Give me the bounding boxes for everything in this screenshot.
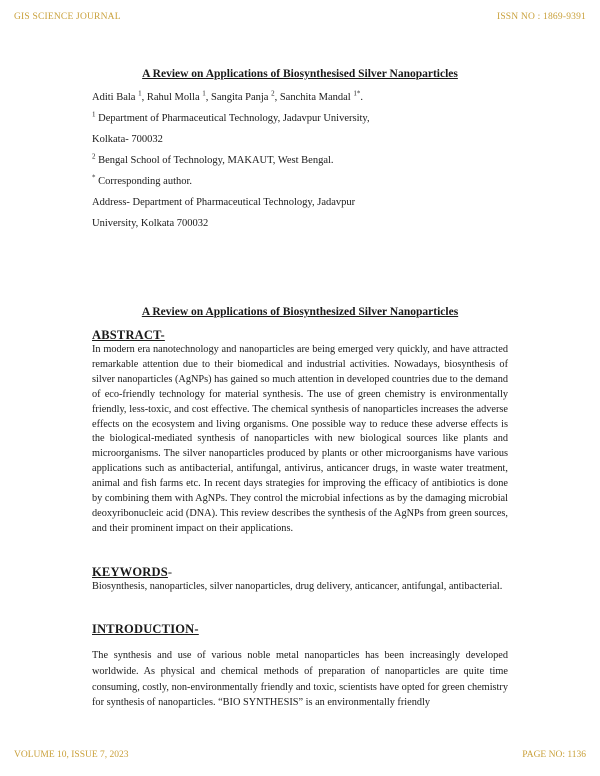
affiliation-2: $^2$ Bengal School of Technology, MAKAUT, West Bengal. [92,152,334,166]
author-name: Rahul Molla [146,92,200,103]
author-name: Sanchita Mandal [279,92,351,103]
paper-title: A Review on Applications of Biosynthesized Silver Nanoparticles [141,306,459,318]
volume-issue: VOLUME 10, ISSUE 7, 2023 [14,750,129,760]
abstract-text: In modern era nanotechnology and nanoparticles are being emerged very quickly, and have attracted remarkable attention due to their biomedical and industrial activities. Nowadays, biosynthesis of silver nanoparticles (AgNPs) has gained so much attention in developed countries due to the demand of eco-friendly technology for material synthesis. The use of green chemistry is environmentally friendly, less-toxic, and cost effective. The chemical synthesis of nanoparticles increases the adverse effects on the ecosystem and living organisms. One possible way to reduce these adverse effects is the biological-mediated synthesis of nanoparticles with new biological sources like plants and microorganisms. The silver nanoparticles produced by plants or other microorganisms have various applications such as antibacterial, antifungal, antivirus, anticancer drugs, in waste water treatment, animal and fish farms etc. In recent days strategies for improving the efficacy of antibiotics is done by combining them with AgNPs. They control the microbial infections as by the damaging microbial deoxyribonucleic acid (DNA). This review describes the synthesis of the AgNPs from green sources, and their prominent impact on their applications. [92,344,508,534]
abstract-heading: ABSTRACT- [92,328,165,342]
issn-number: ISSN NO : 1869-9391 [496,12,586,22]
title-page-heading: A Review on Applications of Biosynthesised Silver Nanoparticles [142,68,458,80]
keywords-heading: KEYWORDS- [92,565,173,579]
address-line-2: University, Kolkata 700032 [92,218,209,229]
affiliation-1-city: Kolkata- 700032 [92,134,163,145]
affiliation-1: $^1$ Department of Pharmaceutical Technology, Jadavpur University, [92,110,370,124]
keywords-text: Biosynthesis, nanoparticles, silver nanoparticles, drug delivery, anticancer, antifungal, antibacterial. [92,581,503,592]
address-line-1: Address- Department of Pharmaceutical Technology, Jadavpur [92,197,356,208]
page-number: PAGE NO: 1136 [522,750,586,760]
corresponding-author: * Corresponding author. [92,173,193,187]
introduction-text: The synthesis and use of various noble metal nanoparticles has been increasingly developed worldwide. As physical and chemical methods of preparation of nanoparticles are quite time consuming, costly, non-environmentally friendly and toxic, scientists have opted for green chemistry for synthesis of nanoparticles. “BIO SYNTHESIS” is an environmentally friendly [92,650,508,709]
author-list: Aditi Bala $^1$, Rahul Molla $^1$, Sangita Panja $^2$, Sanchita Mandal $^{1*}$. [92,89,363,103]
journal-name: GIS SCIENCE JOURNAL [14,12,121,22]
author-name: Sangita Panja [211,92,269,103]
introduction-heading: INTRODUCTION- [92,622,199,636]
author-name: Aditi Bala [92,92,136,103]
